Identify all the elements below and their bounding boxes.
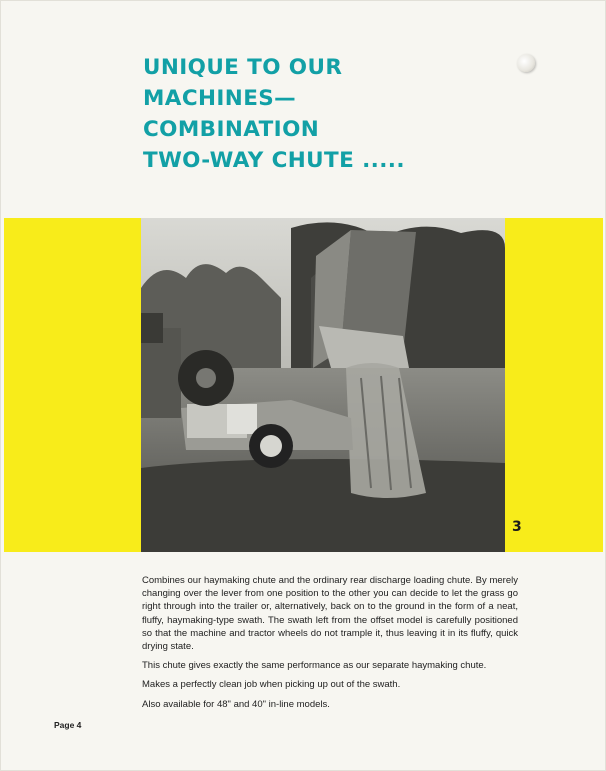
page-label: Page 4: [54, 720, 82, 730]
paragraph-1: Combines our haymaking chute and the ordinary rear discharge loading chute. By merely changing over the lever from one position to the other you can decide to let the grass go right through into the trailer or, alternatively, back on to the ground in the form of a neat, fluffy, haymaking-type swath. The swath left from the offset model is carefully positioned so that the machine and tractor wheels do not trample it, thus leaving it in its fluffy, quick drying state.: [142, 575, 518, 653]
paragraph-3: Makes a perfectly clean job when picking up out of the swath.: [142, 679, 401, 691]
yellow-band-right: [505, 218, 603, 552]
description-text: [142, 574, 518, 717]
punch-hole: [517, 54, 535, 72]
headline-line-1: UNIQUE TO OUR: [143, 55, 343, 80]
paragraph-4: Also available for 48" and 40" in-line models.: [142, 698, 330, 710]
yellow-band-left: [4, 218, 141, 552]
headline-line-4: TWO-WAY CHUTE .....: [143, 148, 405, 173]
headline-line-2: MACHINES—: [143, 86, 297, 111]
paragraph-2: This chute gives exactly the same performance as our separate haymaking chute.: [142, 660, 487, 672]
forage-harvester-photo: [141, 218, 505, 552]
page-number-badge: 3: [512, 519, 522, 535]
headline-line-3: COMBINATION: [143, 117, 320, 142]
headline: [143, 52, 405, 176]
